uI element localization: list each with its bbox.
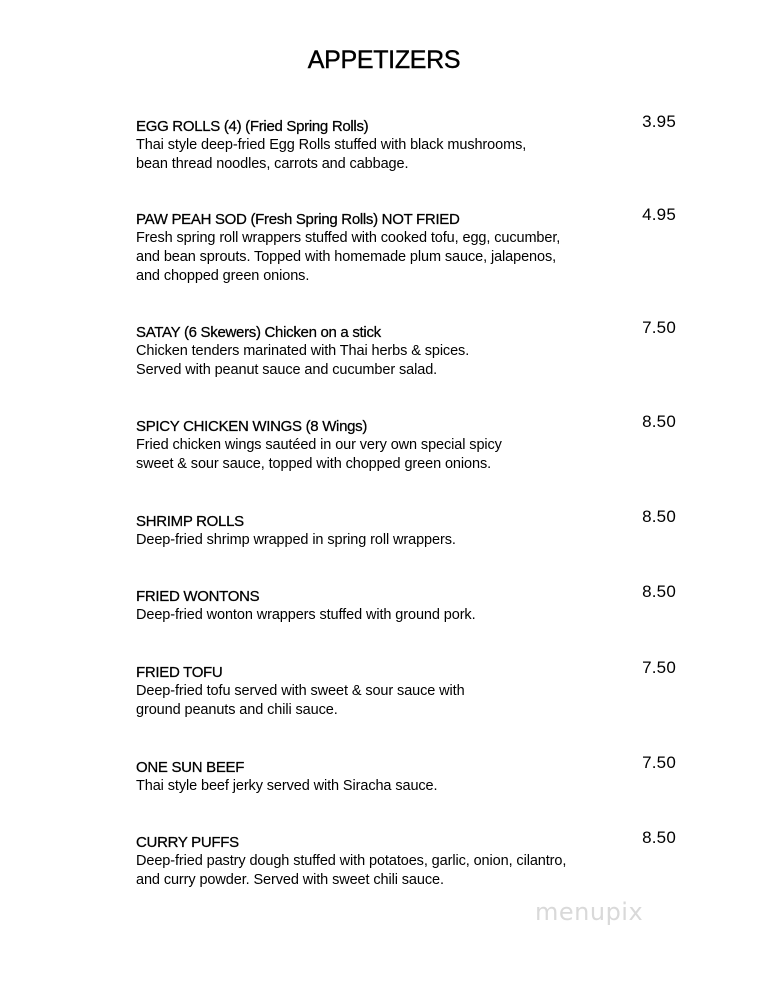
menu-item-egg-rolls [136,112,676,174]
item-price: 8.50 [642,412,676,431]
menupix-watermark: menupix [535,898,644,926]
item-name: EGG ROLLS (4) (Fried Spring Rolls) [136,118,369,135]
item-description: Fresh spring roll wrappers stuffed with cooked tofu, egg, cucumber, and bean sprouts. Topped with homemade plum sauce, jalapenos, and chopped green onions. [136,230,561,284]
item-price: 3.95 [642,112,676,131]
item-description: Deep-fried pastry dough stuffed with potatoes, garlic, onion, cilantro, and curry powder. Served with sweet chili sauce. [136,853,567,888]
item-name: SHRIMP ROLLS [136,513,244,530]
item-price: 8.50 [642,828,676,847]
item-description: Deep-fried tofu served with sweet & sour sauce with ground peanuts and chili sauce. [136,683,465,718]
item-price: 7.50 [642,753,676,772]
menu-item-fried-wontons [136,582,676,625]
item-name: ONE SUN BEEF [136,759,245,776]
menu-item-curry-puffs [136,828,676,890]
menu-item-spicy-chicken-wings [136,412,676,474]
item-name: FRIED WONTONS [136,588,260,605]
menu-item-fried-tofu [136,658,676,720]
item-description: Thai style deep-fried Egg Rolls stuffed with black mushrooms, bean thread noodles, carrots and cabbage. [136,137,527,172]
item-price: 7.50 [642,658,676,677]
menu-item-paw-peah-sod [136,205,676,286]
item-name: SATAY (6 Skewers) Chicken on a stick [136,324,381,341]
item-name: CURRY PUFFS [136,834,239,851]
item-name: SPICY CHICKEN WINGS (8 Wings) [136,418,368,435]
menu-item-satay [136,318,676,380]
item-description: Fried chicken wings sautéed in our very own special spicy sweet & sour sauce, topped with chopped green onions. [136,437,502,472]
page-title: APPETIZERS [307,46,461,74]
item-description: Chicken tenders marinated with Thai herbs & spices. Served with peanut sauce and cucumber salad. [136,343,470,378]
item-name: PAW PEAH SOD (Fresh Spring Rolls) NOT FRIED [136,211,460,228]
item-description: Deep-fried shrimp wrapped in spring roll wrappers. [136,532,456,548]
item-name: FRIED TOFU [136,664,223,681]
item-price: 8.50 [642,507,676,526]
menu-item-shrimp-rolls [136,507,676,550]
item-price: 4.95 [642,205,676,224]
menu-item-one-sun-beef [136,753,676,796]
item-price: 8.50 [642,582,676,601]
item-description: Deep-fried wonton wrappers stuffed with ground pork. [136,607,476,623]
item-price: 7.50 [642,318,676,337]
item-description: Thai style beef jerky served with Siracha sauce. [136,778,438,794]
